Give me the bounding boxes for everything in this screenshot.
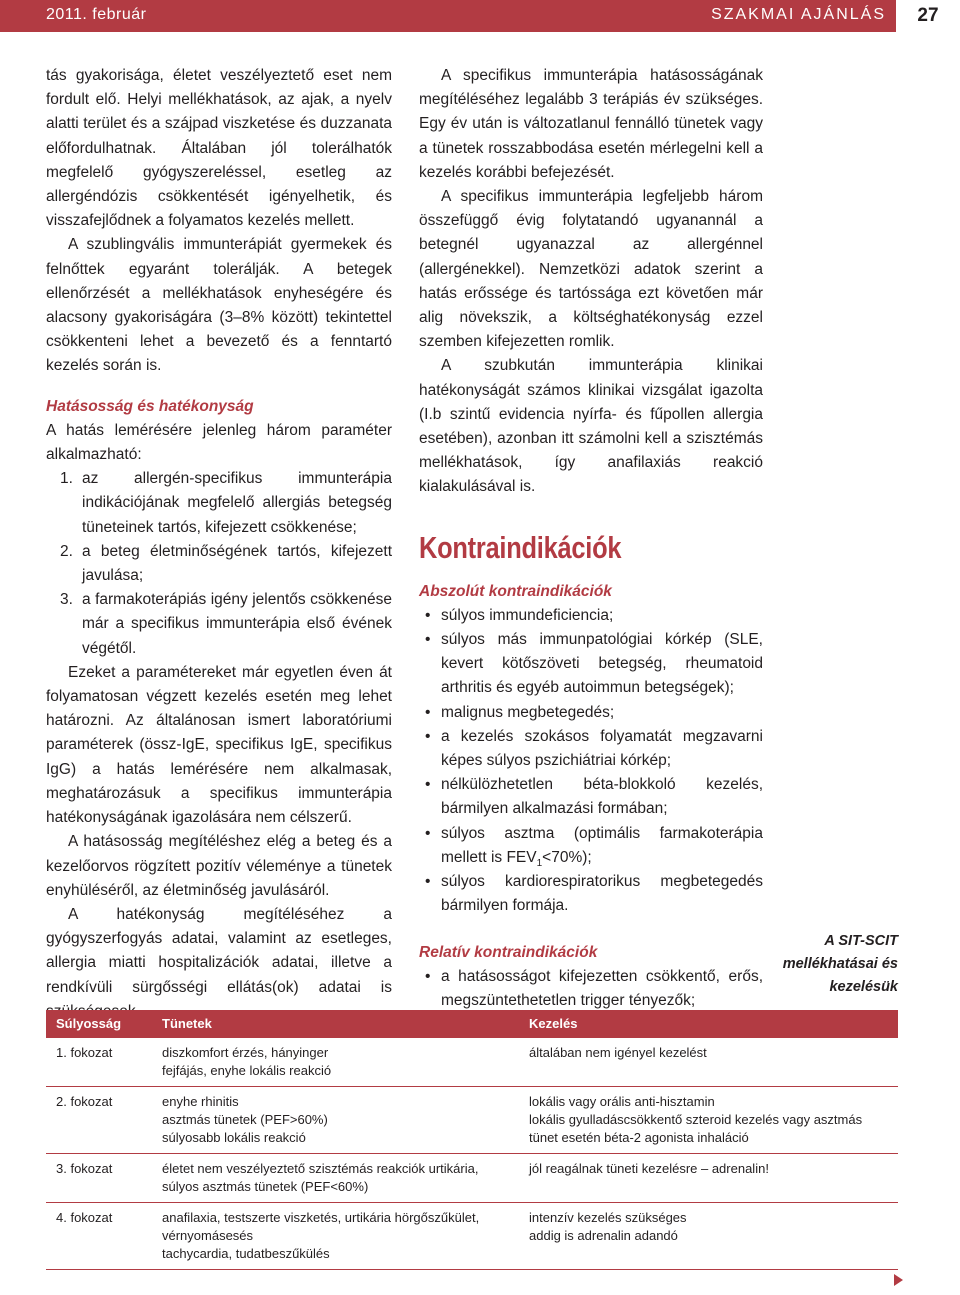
- list-item: [419, 773, 763, 821]
- caption-line: A SIT-SCIT: [824, 933, 898, 949]
- table-row: [46, 1087, 898, 1154]
- page-header: [0, 0, 960, 32]
- bullet-icon: •: [425, 703, 431, 721]
- column-header-symptoms: Tünetek: [162, 1016, 212, 1031]
- list-text: az allergén-specifikus immunterápia indikációjának megfelelő allergiás betegség tüneteinek tartós, kifejezett csökkenése;: [82, 470, 392, 536]
- bullet-icon: •: [425, 824, 431, 842]
- cell-line: jól reagálnak tüneti kezelésre – adrenalin!: [529, 1161, 769, 1176]
- section-heading-contraindications: Kontraindikációk: [419, 529, 622, 565]
- relative-contraindication-list: [419, 965, 763, 1013]
- symptoms-cell: [162, 1093, 517, 1147]
- cell-line: súlyos asztmás tünetek (PEF<60%): [162, 1179, 369, 1194]
- list-number: 1.: [60, 470, 73, 488]
- treatment-cell: [529, 1160, 898, 1178]
- list-item: [419, 965, 763, 1013]
- list-text: súlyos asztma (optimális farmakoterápia mellett is FEV: [441, 824, 763, 866]
- subheading-relative: Relatív kontraindikációk: [419, 943, 598, 961]
- paragraph: A hatás lemérésére jelenleg három paraméter alkalmazható:: [46, 421, 392, 464]
- list-text: súlyos immundeficiencia;: [441, 606, 614, 624]
- paragraph: A hatásosság megítéléshez elég a beteg és a kezelőorvos rögzített pozitív véleménye a tünetek enyhüléséről, az életminőség javulásáról.: [46, 833, 392, 899]
- bullet-icon: •: [425, 967, 431, 985]
- table-caption: [772, 930, 898, 999]
- numbered-list: [46, 467, 392, 661]
- list-item: [46, 588, 392, 661]
- page-number: 27: [896, 0, 960, 32]
- severity-cell: 1. fokozat: [56, 1045, 113, 1060]
- cell-line: súlyosabb lokális reakció: [162, 1130, 306, 1145]
- list-text: súlyos más immunpatológiai kórkép (SLE, kevert kötőszöveti betegség, rheumatoid arthritis és egyéb autoimmun betegségek);: [441, 631, 763, 697]
- list-text: <70%);: [542, 848, 592, 866]
- table-row: [46, 1154, 898, 1203]
- cell-line: addig is adrenalin adandó: [529, 1228, 678, 1243]
- cell-line: vérnyomásesés: [162, 1228, 254, 1243]
- paragraph: A specifikus immunterápia hatásosságának megítéléséhez legalább 3 terápiás év szükséges. Egy év után is változatlanul fennálló tünetek vagy a tünetek rosszabbodása esetén mérlegelni kell a kezelés korábbi befejezését.: [419, 67, 763, 181]
- column-header-severity: Súlyosság: [56, 1016, 122, 1031]
- continue-arrow-icon: [894, 1274, 903, 1286]
- severity-cell: 4. fokozat: [56, 1210, 113, 1225]
- subheading-efficacy: Hatásosság és hatékonyság: [46, 397, 254, 415]
- cell-line: enyhe rhinitis: [162, 1094, 239, 1109]
- list-item: [419, 725, 763, 773]
- cell-line: anafilaxia, testszerte viszketés, urtikária hörgőszűkület,: [162, 1210, 480, 1225]
- bullet-icon: •: [425, 873, 431, 891]
- issue-date: 2011. február: [46, 6, 147, 23]
- list-item: [46, 467, 392, 540]
- cell-line: asztmás tünetek (PEF>60%): [162, 1112, 328, 1127]
- severity-cell: 3. fokozat: [56, 1161, 113, 1176]
- list-text: súlyos kardiorespiratorikus megbetegedés bármilyen formája.: [441, 873, 763, 915]
- list-item: [419, 822, 763, 870]
- paragraph: tás gyakorisága, életet veszélyeztető eset nem fordult elő. Helyi mellékhatások, az ajak, a nyelv alatti terület és a szájpad viszketése és duzzanata előfordulhatnak. Általában jól tolerálhatók megfelelő gyógyszereléssel, esetleg az allergéndózis csökkentését igényelhetik, és visszafejlődnek a folyamatos kezelés mellett.: [46, 67, 392, 230]
- table-row: [46, 1038, 898, 1087]
- list-item: [419, 870, 763, 918]
- list-text: a beteg életminőségének tartós, kifejezett javulása;: [82, 542, 392, 585]
- caption-line: mellékhatásai és: [782, 956, 898, 972]
- list-text: a hatásosságot kifejezetten csökkentő, erős, megszüntethetetlen trigger tényezők;: [441, 967, 763, 1009]
- table-header: [46, 1010, 898, 1038]
- side-effects-table: [46, 1010, 898, 1270]
- right-column: [419, 64, 763, 1013]
- list-number: 2.: [60, 542, 73, 560]
- cell-line: általában nem igényel kezelést: [529, 1045, 707, 1060]
- paragraph: Ezeket a paramétereket már egyetlen éven át folyamatosan végzett kezelés esetén meg lehet határozni. Az általánosan ismert laboratóriumi paraméterek (össz-IgE, specifikus IgE, specifikus IgG) a hatás lemérésére nem alkalmasak, meghatározásuk a specifikus immunterápia hatékonyságának igazolására nem célszerű.: [46, 663, 392, 827]
- paragraph: A specifikus immunterápia legfeljebb három összefüggő évig folytatandó ugyanannál a betegnél ugyanazzal az allergénnel (allergénekkel). Nemzetközi adatok szerint a hatás erőssége és tartóssága ezt követően már alig növekszik, a költséghatékonyság ezzel szemben kifejezetten romlik.: [419, 188, 763, 351]
- bullet-icon: •: [425, 776, 431, 794]
- cell-line: tachycardia, tudatbeszűkülés: [162, 1246, 330, 1261]
- list-item: [419, 604, 763, 628]
- cell-line: lokális gyulladáscsökkentő szteroid kezelés vagy asztmás: [529, 1112, 863, 1127]
- list-item: [419, 701, 763, 725]
- cell-line: intenzív kezelés szükséges: [529, 1210, 687, 1225]
- bullet-icon: •: [425, 606, 431, 624]
- bullet-icon: •: [425, 727, 431, 745]
- cell-line: életet nem veszélyeztető szisztémás reakciók urtikária,: [162, 1161, 479, 1176]
- subscript: 1: [536, 857, 543, 869]
- cell-line: tünet esetén béta-2 agonista inhaláció: [529, 1130, 749, 1145]
- left-column: [46, 64, 392, 1024]
- treatment-cell: [529, 1044, 898, 1062]
- paragraph: A szubkután immunterápia klinikai hatékonyságát számos klinikai vizsgálat igazolta (I.b szintű evidencia nyírfa- és fűpollen allergia esetében), azonban itt számolni kell a szisztémás mellékhatások, így anafilaxiás reakció kialakulásával is.: [419, 357, 763, 496]
- column-header-treatment: Kezelés: [529, 1016, 578, 1031]
- symptoms-cell: [162, 1209, 517, 1263]
- bullet-icon: •: [425, 631, 431, 649]
- cell-line: fejfájás, enyhe lokális reakció: [162, 1063, 332, 1078]
- table-row: [46, 1203, 898, 1270]
- list-number: 3.: [60, 591, 73, 609]
- treatment-cell: [529, 1093, 898, 1147]
- list-text: malignus megbetegedés;: [441, 703, 615, 721]
- cell-line: lokális vagy orális anti-hisztamin: [529, 1094, 715, 1109]
- treatment-cell: [529, 1209, 898, 1245]
- absolute-contraindication-list: [419, 604, 763, 919]
- caption-line: kezelésük: [829, 979, 898, 995]
- section-title: SZAKMAI AJÁNLÁS: [711, 6, 886, 23]
- subheading-absolute: Abszolút kontraindikációk: [419, 582, 612, 600]
- severity-cell: 2. fokozat: [56, 1094, 113, 1109]
- list-text: nélkülözhetetlen béta-blokkoló kezelés, bármilyen alkalmazási formában;: [441, 776, 763, 818]
- cell-line: diszkomfort érzés, hányinger: [162, 1045, 329, 1060]
- list-item: [419, 628, 763, 701]
- list-text: a farmakoterápiás igény jelentős csökkenése már a specifikus immunterápia első évének végétől.: [82, 591, 392, 657]
- list-item: [46, 540, 392, 588]
- paragraph: A hatékonyság megítéléséhez a gyógyszerfogyás adatai, valamint az esetleges, allergia miatti hospitalizációk adatai, illetve a rendkívüli sürgősségi ellátás(ok) adatai is: [46, 905, 392, 996]
- list-text: a kezelés szokásos folyamatát megzavarni képes súlyos pszichiátriai kórkép;: [441, 727, 763, 770]
- symptoms-cell: [162, 1044, 517, 1080]
- paragraph: A szublingvális immunterápiát gyermekek és felnőttek egyaránt tolerálják. A betegek ellenőrzését a mellékhatások enyheségére és alacsony gyakoriságára (3–8% között) tekintettel csökkenteni lehet a bevezető és a fenntartó kezelés során is.: [46, 236, 392, 375]
- symptoms-cell: [162, 1160, 517, 1196]
